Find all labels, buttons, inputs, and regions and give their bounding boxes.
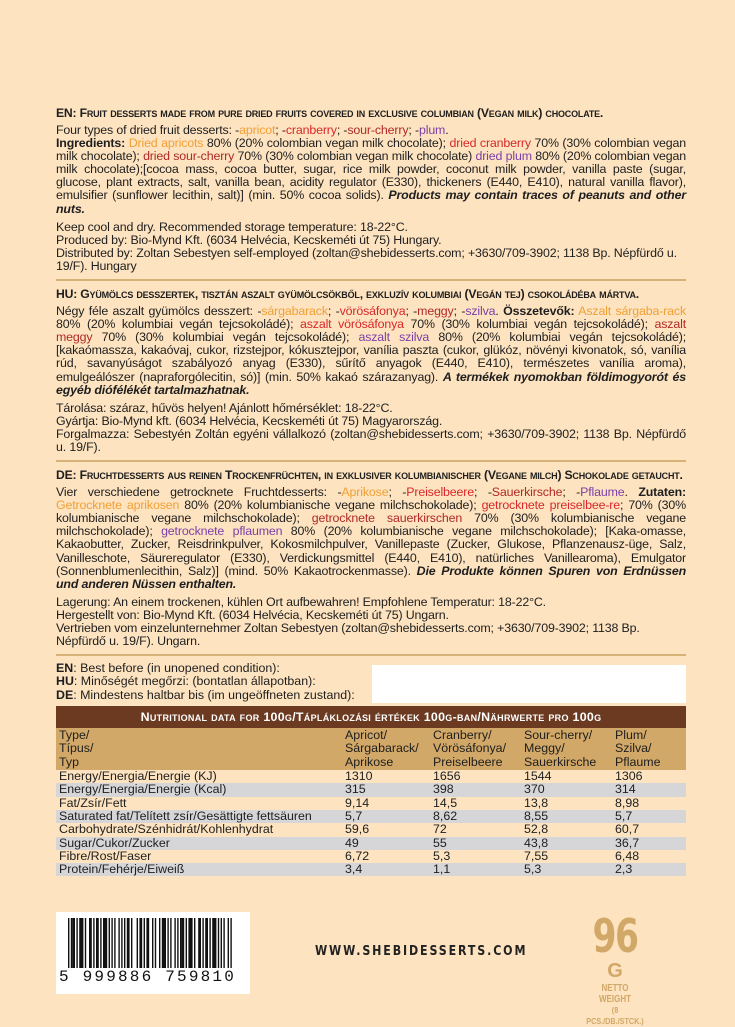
de-type-apricot: Aprikose <box>341 485 389 500</box>
nutrient-name: Protein/Fehérje/Eiweiß <box>56 863 342 876</box>
en-type-sour-cherry: sour-cherry <box>347 123 409 137</box>
barcode-bar <box>127 918 130 968</box>
barcode-bar <box>118 918 119 968</box>
de-types-intro: Vier verschiedene getrocknete Fruchtdesserts: - <box>56 485 342 500</box>
en-types: Four types of dried fruit desserts: -apricot; -cranberry; -sour-cherry; -plum. <box>56 123 449 137</box>
hu-ing-cranberry: aszalt vörösáfonya <box>300 317 404 332</box>
barcode-bar <box>181 918 184 968</box>
column-header-line: Aprikose <box>345 754 394 769</box>
barcode-bar <box>144 918 145 968</box>
nutrient-name: Energy/Energia/Energie (Kcal) <box>56 783 342 796</box>
nutrient-value: 55 <box>430 837 521 850</box>
best-before-en-text: : Best before (in unopened condition): <box>73 661 280 676</box>
en-ing-apricot: Dried apricots <box>128 136 204 151</box>
hu-ing-text: 80% (20% kolumbiai vegán tejcsokoládé); <box>56 317 300 332</box>
nutrient-value: 314 <box>612 783 686 796</box>
hu-types-intro: Négy féle aszalt gyümölcs desszert: - <box>56 304 262 319</box>
weight-value: 96 <box>592 909 638 963</box>
nutrition-row <box>56 797 686 810</box>
barcode-bar <box>202 918 203 968</box>
nutrition-row <box>56 863 686 876</box>
barcode-bar <box>89 918 92 968</box>
hu-ing-text: 70% (30% kolumbiai vegán tejcsokoládé); <box>403 317 655 332</box>
en-type-cranberry: cranberry <box>285 123 337 137</box>
nutrition-header-row <box>56 728 686 770</box>
barcode-bars <box>68 918 238 970</box>
en-ing-sour-cherry: dried sour-cherry <box>143 149 235 164</box>
nutrient-value: 5,3 <box>521 863 612 876</box>
barcode-bar <box>71 918 72 968</box>
hu-ing-apricot: Aszalt sárgaba-rack <box>578 304 687 319</box>
column-header-line: Sour-cherry/ <box>524 728 593 743</box>
en-ing-plum: dried plum <box>475 149 532 164</box>
column-header-line: Typ <box>59 754 79 769</box>
hu-type-cranberry: vörösáfonya <box>339 304 406 319</box>
hu-type-apricot: sárgabarack <box>261 304 328 319</box>
barcode-bar <box>223 918 224 968</box>
divider <box>56 654 686 656</box>
barcode-bar <box>155 918 156 968</box>
barcode-bar <box>124 918 125 968</box>
hu-producer: Gyártja: Bio-Mynd kft. (6034 Helvécia, Kecskeméti út 75) Magyarország. <box>56 413 443 428</box>
barcode-bar <box>137 918 138 968</box>
barcode-bar <box>177 918 178 968</box>
hu-distributor: Forgalmazza: Sebestyén Zoltán egyéni vállalkozó (zoltan@shebidesserts.com; +3630/709-3902; 1138 Bp. Népfürdő u. 19/F). <box>56 426 686 454</box>
nutrient-value: 1306 <box>612 770 686 783</box>
barcode <box>56 912 250 994</box>
nutrition-row <box>56 770 686 783</box>
barcode-bar <box>96 918 99 968</box>
website-url: WWW.SHEBIDESSERTS.COM <box>315 944 528 959</box>
de-lang-tag: DE: <box>56 468 77 483</box>
barcode-bar <box>152 918 153 968</box>
nutrient-name: Saturated fat/Telített zsír/Gesättigte fettsäuren <box>56 810 342 823</box>
nutrient-value: 5,7 <box>612 810 686 823</box>
nutrient-value: 6,72 <box>342 850 430 863</box>
de-distributor: Vertrieben vom einzelunternehmer Zoltan Sebestyen (zoltan@shebidesserts.com; +3630/709-3902; 1138 Bp. Népfürdő u. 19/F). Ungarn. <box>56 621 640 649</box>
en-allergen-warning: Products may contain traces of peanuts and other nuts. <box>56 188 686 216</box>
hu-storage: Tárolása: száraz, hűvös helyen! Ajánlott hőmérséklet: 18-22°C. <box>56 400 393 415</box>
barcode-bar <box>188 918 192 968</box>
de-allergen-warning: Die Produkte können Spuren von Erdnüssen und anderen Nüssen enthalten. <box>56 563 686 591</box>
en-ing-text: 70% (30% colombian vegan milk chocolate); <box>56 136 686 164</box>
section-en <box>56 106 686 273</box>
nutrient-value: 59,6 <box>342 823 430 836</box>
de-producer: Hergestellt von: Bio-Mynd Kft. (6034 Helvécia, Kecskeméti út 75) Ungarn. <box>56 607 449 622</box>
de-ing-sour-cherry: getrocknete sauerkirschen <box>311 511 463 526</box>
weight-unit: G <box>607 960 623 982</box>
barcode-bar <box>162 918 166 968</box>
best-before-de-text: : Mindestens haltbar bis (im ungeöffneten zustand): <box>73 687 355 702</box>
hu-type-sour-cherry: meggy <box>417 304 454 319</box>
barcode-bar <box>209 918 210 968</box>
column-header-line: Preiselbeere <box>433 754 503 769</box>
divider <box>56 279 686 281</box>
barcode-bar <box>159 918 160 968</box>
barcode-bar <box>174 918 175 968</box>
nutrient-value: 72 <box>430 823 521 836</box>
nutrient-value: 13,8 <box>521 797 612 810</box>
best-before-block <box>56 662 686 706</box>
nutrient-name: Sugar/Cukor/Zucker <box>56 837 342 850</box>
hu-ing-plum: aszalt szilva <box>358 330 430 345</box>
hu-lang-tag: HU: <box>56 287 78 302</box>
nutrient-value: 5,7 <box>342 810 430 823</box>
hu-type-plum: szilva <box>465 304 496 319</box>
barcode-bar <box>228 918 229 968</box>
nutrient-value: 1544 <box>521 770 612 783</box>
divider <box>56 460 686 462</box>
en-ing-text: 70% (30% colombian vegan milk chocolate) <box>234 149 476 164</box>
nutrient-value: 9,14 <box>342 797 430 810</box>
en-type-apricot: apricot <box>239 123 276 137</box>
en-storage: Keep cool and dry. Recommended storage temperature: 18-22°C. <box>56 219 408 234</box>
en-types-intro: Four types of dried fruit desserts: - <box>56 123 240 137</box>
barcode-bar <box>194 918 195 968</box>
column-header-line: Meggy/ <box>524 741 565 756</box>
nutrient-value: 1310 <box>342 770 430 783</box>
section-de <box>56 468 686 648</box>
en-distributor: Distributed by: Zoltan Sebestyen self-employed (zoltan@shebidesserts.com; +3630/709-3902; 1138 Bp. Népfürdő u. 19/F). Hungary <box>56 245 677 273</box>
en-type-plum: plum <box>418 123 446 137</box>
de-type-sour-cherry: Sauerkirsche <box>491 485 563 500</box>
nutrient-name: Carbohydrate/Szénhidrát/Kohlenhydrat <box>56 823 342 836</box>
en-ingredients <box>56 137 686 216</box>
column-header-flavor <box>612 728 686 770</box>
nutrient-value: 60,7 <box>612 823 686 836</box>
de-ing-text: 80% (20% kolumbianische vegane milchschokolade); [Kaka-omasse, Kakaobutter, Zucker, Reisdrinkpulver, Kokosmilchpulver, Vanillepaste (Zucker, Glukose, Pflanzenausz-üge, Salz, Vanilleschote, Säureregulator (E330), Verdickungsmittel (E440, E410), natürliches Vanillearoma), Emulgator (Sonnenblumenlecithin, Salz)] (mind. 50% Kakaotrockenmasse). <box>56 524 686 578</box>
best-before-hu-lang: HU <box>56 674 74 689</box>
nutrient-value: 36,7 <box>612 837 686 850</box>
nutrient-value: 6,48 <box>612 850 686 863</box>
hu-ing-text: 70% (30% kolumbiai vegán tejcsokoládé); <box>92 330 359 345</box>
de-ing-cranberry: getrocknete preiselbee-re <box>481 498 621 513</box>
barcode-bar <box>139 918 142 968</box>
en-ing-text: 80% (20% colombian vegan milk chocolate);[cocoa mass, cocoa butter, sugar, rice milk powder, coconut milk powder, vanilla paste (sugar, glucose, plant extracts, salt, vanilla bean, acidity regulator (E330), thickeners (E440, E410), natural vanilla flavor), emulsifier (sunflower lecithin, salt)] (min. 50% cocoa solids). <box>56 149 687 203</box>
de-type-cranberry: Preiselbeere <box>406 485 474 500</box>
barcode-bar <box>180 918 181 968</box>
nutrient-name: Fat/Zsír/Fett <box>56 797 342 810</box>
nutrient-value: 14,5 <box>430 797 521 810</box>
best-before-hu-text: : Minőségét megőrzi: (bontatlan állapotban): <box>73 674 316 689</box>
hu-ing-text: 80% (20% kolumbiai vegán tejcsokoládé); [kakaómassza, kakaóvaj, cukor, rizstejpor, kókusztejpor, vanília paszta (cukor, glükóz, növényi kivonatok, só, vanília rúd, savanyúságot szabályozó anyag (E330), sűrítő anyagok (E440, E410), természetes vanília aroma), emulgeálószer (napraforgólecitin, só)] (min. 50% kakaó szárazanyag). <box>56 330 687 384</box>
hu-allergen-warning: A termékek nyomokban földimogyorót és egyéb diófélékét tartalmazhatnak. <box>56 369 686 397</box>
barcode-bar <box>68 918 69 968</box>
de-title-text: Fruchtdesserts aus reinen Trockenfrüchten, in exklusiver kolumbianischer (Vegane milch) Schokolade getaucht. <box>79 468 683 483</box>
column-header-line: Szilva/ <box>615 741 652 756</box>
de-title <box>56 468 686 482</box>
barcode-bar <box>221 918 222 968</box>
nutrient-value: 1656 <box>430 770 521 783</box>
nutrient-value: 7,55 <box>521 850 612 863</box>
barcode-bar <box>167 918 168 968</box>
best-before-en-lang: EN <box>56 661 74 676</box>
column-header-type <box>56 728 342 770</box>
en-lang-tag: EN: <box>56 106 77 120</box>
column-header-line: Sárgabarack/ <box>345 741 419 756</box>
nutrient-value: 315 <box>342 783 430 796</box>
en-ing-text: 80% (20% colombian vegan milk chocolate); <box>203 136 450 151</box>
de-ing-text: 70% (30% kolumbianische vegane milchschokolade); <box>56 511 687 539</box>
de-storage: Lagerung: An einem trockenen, kühlen Ort aufbewahren! Empfohlene Temperatur: 18-22°C. <box>56 594 546 609</box>
de-ing-text: ; 70% (30% kolumbianische vegane milchschokolade); <box>56 498 686 526</box>
nutrient-value: 52,8 <box>521 823 612 836</box>
barcode-bar <box>111 918 112 968</box>
nutrition-row <box>56 850 686 863</box>
de-ing-apricot: Getrocknete aprikosen <box>56 498 180 513</box>
barcode-bar <box>103 918 107 968</box>
net-weight <box>580 909 650 1027</box>
nutrient-name: Energy/Energia/Energie (KJ) <box>56 770 342 783</box>
column-header-flavor <box>342 728 430 770</box>
nutrition-row <box>56 823 686 836</box>
barcode-bar <box>205 918 208 968</box>
barcode-bar <box>218 918 219 968</box>
barcode-bar <box>114 918 115 968</box>
best-before-de-lang: DE <box>56 687 74 702</box>
hu-ingredients: Négy féle aszalt gyümölcs desszert: -sárgabarack; -vörösáfonya; -meggy; -szilva. Összetevők: Aszalt sárgaba-rack 80% (20% kolumbiai vegán tejcsokoládé); aszalt vörösáfonya 70% (30% kolumbiai vegán tejcsokoládé); aszalt meggy 70% (30% kolumbiai vegán tejcsokoládé); aszalt szilva 80% (20% kolumbiai vegán tejcsokoládé); [kakaómassza, kakaóvaj, cukor, rizstejpor, kókusztejpor, vanília paszta (cukor, glükóz, növényi kivonatok, só, vanília rúd, savanyúságot szabályozó anyag (E330), sűrítő anyagok (E440, E410), természetes vanília aroma), emulgeálószer (napraforgólecitin, só)] (min. 50% kakaó szárazanyag). A termékek nyomokban földimogyorót és egyéb diófélékét tartalmazhatnak. <box>56 304 687 397</box>
barcode-bar <box>146 918 149 968</box>
nutrition-row <box>56 837 686 850</box>
label-content <box>56 106 686 876</box>
nutrient-value: 398 <box>430 783 521 796</box>
section-hu <box>56 287 686 454</box>
nutrition-table <box>56 728 686 876</box>
nutrient-value: 3,4 <box>342 863 430 876</box>
weight-pieces: (8 PCS./DB./STCK.) <box>586 1005 644 1026</box>
barcode-bar <box>76 918 77 968</box>
en-producer: Produced by: Bio-Mynd Kft. (6034 Helvécia, Kecskeméti út 75) Hungary. <box>56 232 442 247</box>
en-title <box>56 106 686 120</box>
nutrient-value: 1,1 <box>430 863 521 876</box>
nutrient-value: 5,3 <box>430 850 521 863</box>
barcode-bar <box>109 918 110 968</box>
column-header-line: Cranberry/ <box>433 728 492 743</box>
barcode-number: 5 999886 759810 <box>59 968 237 986</box>
barcode-bar <box>93 918 94 968</box>
nutrient-value: 2,3 <box>612 863 686 876</box>
column-header-line: Type/ <box>59 728 90 743</box>
barcode-bar <box>79 918 83 968</box>
barcode-bar <box>170 918 171 968</box>
barcode-bar <box>131 918 132 968</box>
column-header-line: Típus/ <box>59 741 94 756</box>
nutrient-value: 8,62 <box>430 810 521 823</box>
en-ing-cranberry: dried cranberry <box>449 136 531 151</box>
nutrition-row <box>56 783 686 796</box>
barcode-bar <box>85 918 86 968</box>
column-header-flavor <box>521 728 612 770</box>
de-ingredients: Vier verschiedene getrocknete Fruchtdesserts: -Aprikose; -Preiselbeere; -Sauerkirsche; -Pflaume. Zutaten: Getrocknete aprikosen 80% (20% kolumbianische vegane milchschokolade); getrocknete preiselbee-re; 70% (30% kolumbianische vegane milchschokolade); getrocknete sauerkirschen 70% (30% kolumbianische vegane milchschokolade); getrocknete pflaumen 80% (20% kolumbianische vegane milchschokolade); [Kaka-omasse, Kakaobutter, Zucker, Reisdrinkpulver, Kokosmilchpulver, Vanillepaste (Zucker, Glukose, Pflanzenausz-üge, Salz, Vanilleschote, Säureregulator (E330), Verdickungsmittel (E440, E410), natürliches Vanillearoma), Emulgator (Sonnenblumenlecithin, Salz)] (mind. 50% Kakaotrockenmasse). Die Produkte können Spuren von Erdnüssen und anderen Nüssen enthalten. <box>56 485 687 591</box>
nutrient-name: Fibre/Rost/Faser <box>56 850 342 863</box>
barcode-bar <box>198 918 201 968</box>
nutrient-value: 43,8 <box>521 837 612 850</box>
en-ingredients-label: Ingredients: <box>56 136 126 151</box>
column-header-line: Vörösáfonya/ <box>433 741 507 756</box>
nutrition-row <box>56 810 686 823</box>
barcode-bar <box>72 918 75 968</box>
de-type-plum: Pflaume <box>580 485 625 500</box>
column-header-line: Apricot/ <box>345 728 388 743</box>
de-ing-plum: getrocknete pflaumen <box>161 524 283 539</box>
de-ing-text: 80% (20% kolumbianische vegane milchschokolade); <box>179 498 482 513</box>
nutrient-value: 370 <box>521 783 612 796</box>
nutrition-table-title: Nutritional data for 100g/Tápláklozási értékek 100g-ban/Nährwerte pro 100g <box>56 706 686 728</box>
barcode-bar <box>186 918 187 968</box>
de-ingredients-label: Zutaten: <box>638 485 687 500</box>
nutrient-value: 8,55 <box>521 810 612 823</box>
barcode-bar <box>212 918 216 968</box>
column-header-line: Sauerkirsche <box>524 754 597 769</box>
column-header-flavor <box>430 728 521 770</box>
hu-title <box>56 287 686 301</box>
weight-label: NETTO WEIGHT <box>599 983 631 1005</box>
barcode-bar <box>121 918 122 968</box>
column-header-line: Pflaume <box>615 754 661 769</box>
barcode-bar <box>100 918 101 968</box>
hu-ing-sour-cherry: aszalt meggy <box>56 317 686 345</box>
column-header-line: Plum/ <box>615 728 647 743</box>
en-title-text: Fruit desserts made from pure dried fruits covered in exclusive columbian (Vegan milk) chocolate. <box>79 106 604 120</box>
barcode-bar <box>230 918 231 968</box>
nutrient-value: 49 <box>342 837 430 850</box>
hu-ingredients-label: Összetevők: <box>503 304 575 319</box>
nutrient-value: 8,98 <box>612 797 686 810</box>
best-before-date-box <box>372 665 686 703</box>
hu-title-text: Gyümölcs desszertek, tisztán aszalt gyümölcsökből, exkluzív kolumbiai (Vegán tej) csokoládéba mártva. <box>80 287 639 302</box>
